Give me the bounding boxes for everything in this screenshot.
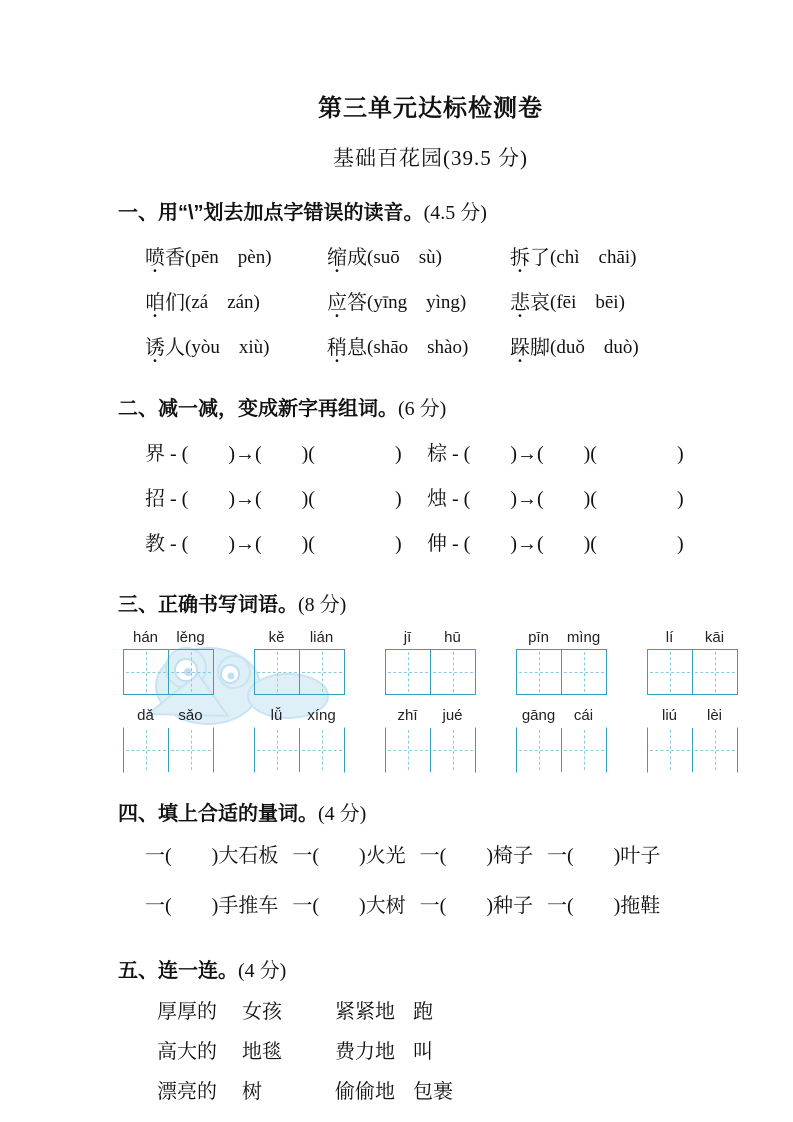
pinyin-syllable: mìng <box>566 629 601 646</box>
section-4-score: (4 分) <box>318 803 367 825</box>
pinyin-options: (chì chāi) <box>550 247 637 268</box>
word-rest: 答 <box>347 292 367 314</box>
writing-cell[interactable] <box>561 728 606 772</box>
dotted-char: 诱 · <box>145 331 165 360</box>
word-rest: 脚 <box>530 337 550 359</box>
writing-cell[interactable] <box>124 650 168 694</box>
writing-grid[interactable] <box>516 727 607 773</box>
writing-cell[interactable] <box>430 650 475 694</box>
measure-word-item: 一( )椅子 <box>419 844 533 867</box>
match-right-verb: 包裹 <box>413 1080 453 1103</box>
pinyin-options: (yīng yìng) <box>367 292 467 313</box>
section-2-heading <box>118 392 743 421</box>
word-item <box>145 278 327 323</box>
writing-cell[interactable] <box>517 650 561 694</box>
writing-grid-group <box>254 707 345 773</box>
word-item <box>327 278 510 323</box>
dotted-char: 悲 · <box>510 286 530 315</box>
section-1-word-list <box>145 233 743 368</box>
writing-cell[interactable] <box>648 728 692 772</box>
word-item <box>327 233 510 278</box>
writing-grid-group <box>385 629 476 695</box>
word-item <box>510 323 743 368</box>
dotted-char: 咱 · <box>145 286 165 315</box>
pinyin-label <box>647 629 737 646</box>
pinyin-syllable: kě <box>268 629 285 646</box>
section-4-heading <box>118 797 743 826</box>
writing-cell[interactable] <box>124 728 168 772</box>
writing-cell[interactable] <box>692 728 737 772</box>
writing-grid[interactable] <box>123 727 214 773</box>
pinyin-syllable: hán <box>132 629 159 646</box>
writing-cell[interactable] <box>168 728 213 772</box>
match-left-noun: 树 <box>242 1080 262 1103</box>
writing-grid-group <box>516 629 607 695</box>
writing-cell[interactable] <box>561 650 606 694</box>
writing-grid[interactable] <box>647 649 738 695</box>
section-4-heading-text: 四、填上合适的量词。 <box>118 803 318 825</box>
writing-grid-group <box>647 707 738 773</box>
dotted-char: 应 · <box>327 286 347 315</box>
section-1-heading <box>118 196 743 225</box>
writing-cell[interactable] <box>299 650 344 694</box>
dotted-char: 喷 · <box>145 241 165 270</box>
dotted-char: 缩 · <box>327 241 347 270</box>
pinyin-syllable: xíng <box>307 707 336 724</box>
writing-cell[interactable] <box>255 650 299 694</box>
writing-cell[interactable] <box>386 650 430 694</box>
measure-word-item: 一( )种子 <box>419 894 533 917</box>
writing-grid[interactable] <box>385 649 476 695</box>
measure-word-item: 一( )叶子 <box>546 844 661 867</box>
dotted-char: 稍 · <box>327 331 347 360</box>
match-right-verb: 叫 <box>413 1040 433 1063</box>
pinyin-label <box>647 707 737 724</box>
paper-title: 第三单元达标检测卷 <box>318 95 543 122</box>
word-item <box>510 233 743 278</box>
writing-cell[interactable] <box>692 650 737 694</box>
section-3-heading <box>118 588 743 617</box>
section-1-score: (4.5 分) <box>423 202 487 224</box>
pinyin-syllable: dǎ <box>137 707 154 724</box>
writing-grid-row-1 <box>123 629 743 695</box>
section-2-score: (6 分) <box>398 398 447 420</box>
pinyin-label <box>254 629 344 646</box>
char-subtraction-item: 棕 - ( )→( )( ) <box>427 443 684 465</box>
measure-word-item: 一( )大树 <box>292 894 406 917</box>
dotted-char: 拆 · <box>510 241 530 270</box>
word-rest: 息 <box>347 337 367 359</box>
match-left-modifier: 高大的 <box>157 1040 217 1063</box>
word-item <box>510 278 743 323</box>
writing-grid[interactable] <box>647 727 738 773</box>
char-subtraction-item: 教 - ( )→( )( ) <box>145 533 402 555</box>
pinyin-syllable: lǚ <box>270 707 283 724</box>
pinyin-syllable: sǎo <box>178 707 203 724</box>
pinyin-options: (fēi bēi) <box>550 292 625 313</box>
section-1-heading-text: 一、用“\”划去加点字错误的读音。 <box>118 202 424 224</box>
pinyin-syllable: gāng <box>521 707 556 724</box>
pinyin-syllable: liú <box>661 707 677 724</box>
writing-grid[interactable] <box>254 727 345 773</box>
pinyin-label <box>385 707 475 724</box>
measure-word-item: 一( )拖鞋 <box>546 894 661 917</box>
measure-word-row <box>145 880 743 926</box>
pinyin-syllable: zhī <box>397 707 418 724</box>
writing-cell[interactable] <box>648 650 692 694</box>
writing-grid[interactable] <box>123 649 214 695</box>
writing-grid[interactable] <box>516 649 607 695</box>
pinyin-options: (yòu xiù) <box>185 337 270 358</box>
word-rest: 香 <box>165 247 185 269</box>
writing-cell[interactable] <box>430 728 475 772</box>
match-left-modifier: 厚厚的 <box>157 1000 217 1023</box>
pinyin-syllable: lěng <box>176 629 205 646</box>
writing-cell[interactable] <box>168 650 213 694</box>
writing-grid-group <box>647 629 738 695</box>
match-right-modifier: 紧紧地 <box>335 1000 395 1023</box>
pinyin-syllable: jī <box>403 629 412 646</box>
matching-exercise <box>157 989 743 1109</box>
writing-cell[interactable] <box>299 728 344 772</box>
word-rest: 成 <box>347 247 367 269</box>
match-right-modifier: 偷偷地 <box>335 1080 395 1103</box>
pinyin-label <box>123 707 213 724</box>
pinyin-label <box>123 629 213 646</box>
section-2-exercise-list <box>145 429 743 564</box>
pinyin-syllable: kāi <box>704 629 725 646</box>
pinyin-syllable: hū <box>444 629 461 646</box>
section-3-score: (8 分) <box>298 594 347 616</box>
char-subtraction-item: 烛 - ( )→( )( ) <box>427 488 684 510</box>
writing-grid-row-2 <box>123 707 743 773</box>
writing-grid[interactable] <box>254 649 345 695</box>
pinyin-syllable: cái <box>573 707 594 724</box>
pinyin-syllable: jué <box>442 707 463 724</box>
pinyin-label <box>516 629 606 646</box>
pinyin-syllable: pīn <box>528 629 549 646</box>
word-rest: 们 <box>165 292 185 314</box>
section-5-heading-text: 五、连一连。 <box>118 960 238 982</box>
char-subtraction-item: 伸 - ( )→( )( ) <box>427 533 684 555</box>
word-rest: 人 <box>165 337 185 359</box>
writing-grid-group <box>385 707 476 773</box>
writing-cell[interactable] <box>255 728 299 772</box>
match-right-verb: 跑 <box>413 1000 433 1023</box>
word-item <box>145 323 327 368</box>
char-subtraction-item: 界 - ( )→( )( ) <box>145 443 402 465</box>
pinyin-options: (suō sù) <box>367 247 442 268</box>
writing-grid-group <box>516 707 607 773</box>
char-subtraction-item: 招 - ( )→( )( ) <box>145 488 402 510</box>
pinyin-syllable: lí <box>665 629 674 646</box>
match-left-noun: 女孩 <box>242 1000 282 1023</box>
word-item <box>327 323 510 368</box>
pinyin-options: (shāo shào) <box>367 337 469 358</box>
pinyin-syllable: lián <box>309 629 334 646</box>
section-2-heading-text: 二、减一减，变成新字再组词。 <box>118 398 398 420</box>
dotted-char: 跺 · <box>510 331 530 360</box>
writing-grid-group <box>254 629 345 695</box>
writing-grid[interactable] <box>385 727 476 773</box>
pinyin-options: (zá zán) <box>185 292 260 313</box>
section-5-score: (4 分) <box>238 960 287 982</box>
match-left-modifier: 漂亮的 <box>157 1080 217 1103</box>
measure-word-row <box>145 830 743 876</box>
match-left-noun: 地毯 <box>242 1040 282 1063</box>
paper-subtitle: 基础百花园(39.5 分) <box>333 146 528 170</box>
pinyin-options: (duǒ duò) <box>550 337 639 358</box>
pinyin-label <box>385 629 475 646</box>
measure-word-item: 一( )手推车 <box>145 894 279 917</box>
writing-grid-group <box>123 707 214 773</box>
measure-word-item: 一( )大石板 <box>145 844 279 867</box>
pinyin-syllable: lèi <box>706 707 722 724</box>
pinyin-label <box>254 707 344 724</box>
writing-grid-group <box>123 629 214 695</box>
match-right-modifier: 费力地 <box>335 1040 395 1063</box>
writing-cell[interactable] <box>517 728 561 772</box>
section-5-heading <box>118 954 743 983</box>
measure-word-item: 一( )火光 <box>292 844 406 867</box>
word-rest: 了 <box>530 247 550 269</box>
word-item <box>145 233 327 278</box>
writing-cell[interactable] <box>386 728 430 772</box>
pinyin-options: (pēn pèn) <box>185 247 272 268</box>
pinyin-label <box>516 707 606 724</box>
word-rest: 哀 <box>530 292 550 314</box>
section-3-heading-text: 三、正确书写词语。 <box>118 594 298 616</box>
